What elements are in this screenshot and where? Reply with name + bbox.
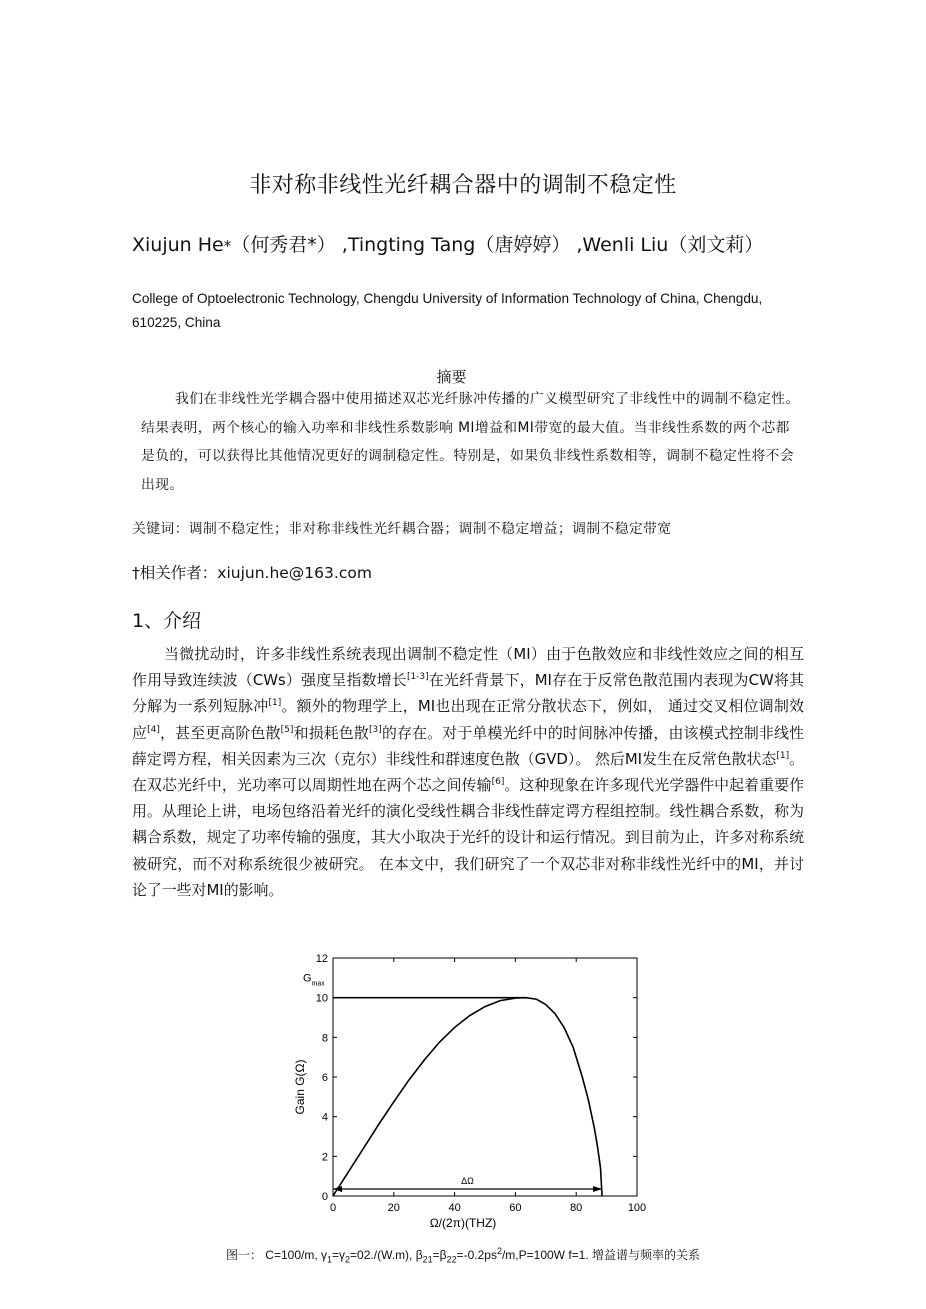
author-sep-1: , [335,234,348,256]
y-tick-label: 2 [321,1151,328,1164]
y-tick-label: 4 [321,1111,328,1124]
intro-text: ，甚至更高阶色散 [159,723,281,742]
caption-text: C=100/m, γ [261,1248,327,1262]
paper-title: 非对称非线性光纤耦合器中的调制不稳定性 [249,173,677,198]
y-tick-label: 8 [321,1032,328,1045]
keywords-label: 关键词： [132,521,189,537]
gain-spectrum-chart [280,945,660,1235]
citation: [4] [147,724,160,735]
caption-sub: 2 [345,1254,351,1265]
abstract-heading: 摘要 [436,368,467,386]
caption-sup: 2 [496,1246,502,1256]
bandwidth-label: ΔΩ [461,1176,474,1186]
plot-frame [333,958,637,1196]
y-tick-label: 0 [321,1191,328,1203]
y-tick-label: 6 [321,1072,328,1084]
x-tick-label: 60 [509,1202,522,1214]
x-tick-label: 40 [448,1202,461,1214]
arrow-head-right [593,1186,602,1192]
gmax-label: $G_{max}$ [303,972,325,988]
section-heading: 1、介绍 [132,610,202,632]
caption-text: =β [432,1248,447,1262]
caption-prefix: 图一： [225,1248,262,1262]
abstract-text: 我们在非线性光学耦合器中使用描述双芯光纤脉冲传播的广义模型研究了非线性中的调制不稳定性。结果表明，两个核心的输入功率和非线性系数影响 MI增益和MI带宽的最大值。当非线性系数的两个芯都是负的，可以获得比其他情况更好的调制稳定性。特别是，如果负非线性系数相等，调制不稳定性将不会出现。 [141,391,800,493]
caption-sub: 1 [327,1254,333,1265]
citation: [6] [491,777,505,788]
author-3-name: Wenli Liu [582,234,669,256]
author-2-cn: （唐婷婷） [475,234,571,256]
intro-text: 和损耗色散 [293,723,370,742]
author-1-name: Xiujun He [132,234,224,256]
citation: [1-3] [406,672,429,683]
intro-paragraph [132,641,804,903]
arrow-head-left [333,1186,342,1192]
intro-text: 当微扰动时，许多非线性系统表现出调制不稳定性（MI）由于色散效应和非线性效应之间的相互作用导致连续波（CWs）强度呈指数增长 [132,645,804,690]
x-axis-label: Ω/(2π)(THZ) [429,1216,497,1230]
x-tick-label: 0 [329,1202,337,1214]
corresponding-email[interactable]: xiujun.he@163.com [217,564,372,582]
caption-sub: 21 [422,1254,433,1265]
citation: [1] [776,750,790,761]
intro-text: 。这种现象在许多现代光学器件中起着重要作用。从理论上讲，电场包络沿着光纤的演化受线性耦合非线性薛定谔方程组控制。线性耦合系数，称为耦合系数，规定了功率传输的强度，其大小取决于光纤的设计和运行情况。到目前为止，许多对称系统被研究，而不对称系统很少被研究。 在本文中，我们研究了一个双芯非对称非线性光纤中的MI，并讨论了一些对MI的影响。 [132,776,804,899]
intro-text: 。在双芯光纤中，光功率可以周期性地在两个芯之间传输 [132,749,804,795]
caption-text: =02./(W.m), β [350,1248,423,1262]
gain-curve [333,998,602,1196]
author-1-cn: （何秀君*） [231,234,336,256]
caption-suffix: 增益谱与频率的关系 [592,1248,701,1262]
caption-text: /m,P=100W f=1. [501,1248,593,1262]
citation: [1] [268,698,282,709]
corresponding-label: †相关作者： [132,564,218,582]
keywords [132,517,672,537]
y-tick-label: 12 [315,953,328,965]
intro-text: 在光纤背景下，MI存在于反常色散范围内表现为CW将其分解为一系列短脉冲 [132,671,804,716]
intro-text: 。额外的物理学上，MI也出现在正常分散状态下，例如， 通过交叉相位调制效应 [132,697,804,742]
citation: [3] [369,724,382,735]
y-axis-label: Gain G(Ω) [293,1059,307,1115]
y-tick-label: 10 [315,992,328,1005]
figure-caption [0,1246,926,1263]
author-sep-2: , [570,234,583,256]
affiliation: College of Optoelectronic Technology, Chengdu University of Information Technology of China, Chengdu, 610225, China [132,291,763,330]
caption-text: =-0.2ps [456,1248,497,1262]
corresponding-author [132,561,372,583]
caption-sub: 22 [446,1254,457,1265]
author-2-name: Tingting Tang [347,234,476,256]
caption-text: =γ [332,1248,346,1262]
author-3-cn: （刘文莉） [668,234,764,256]
x-tick-label: 100 [627,1202,647,1214]
author-1-mark: * [223,237,232,255]
intro-text: 的存在。对于单模光纤中的时间脉冲传播，由该模式控制非线性薛定谔方程，相关因素为三次（克尔）非线性和群速度色散（GVD）。 然后MI发生在反常色散状态 [132,723,804,768]
x-tick-label: 80 [570,1202,583,1214]
x-tick-label: 20 [387,1202,400,1214]
citation: [5] [280,724,294,735]
author-line [132,230,763,257]
keywords-text: 调制不稳定性；非对称非线性光纤耦合器；调制不稳定增益；调制不稳定带宽 [188,521,672,537]
